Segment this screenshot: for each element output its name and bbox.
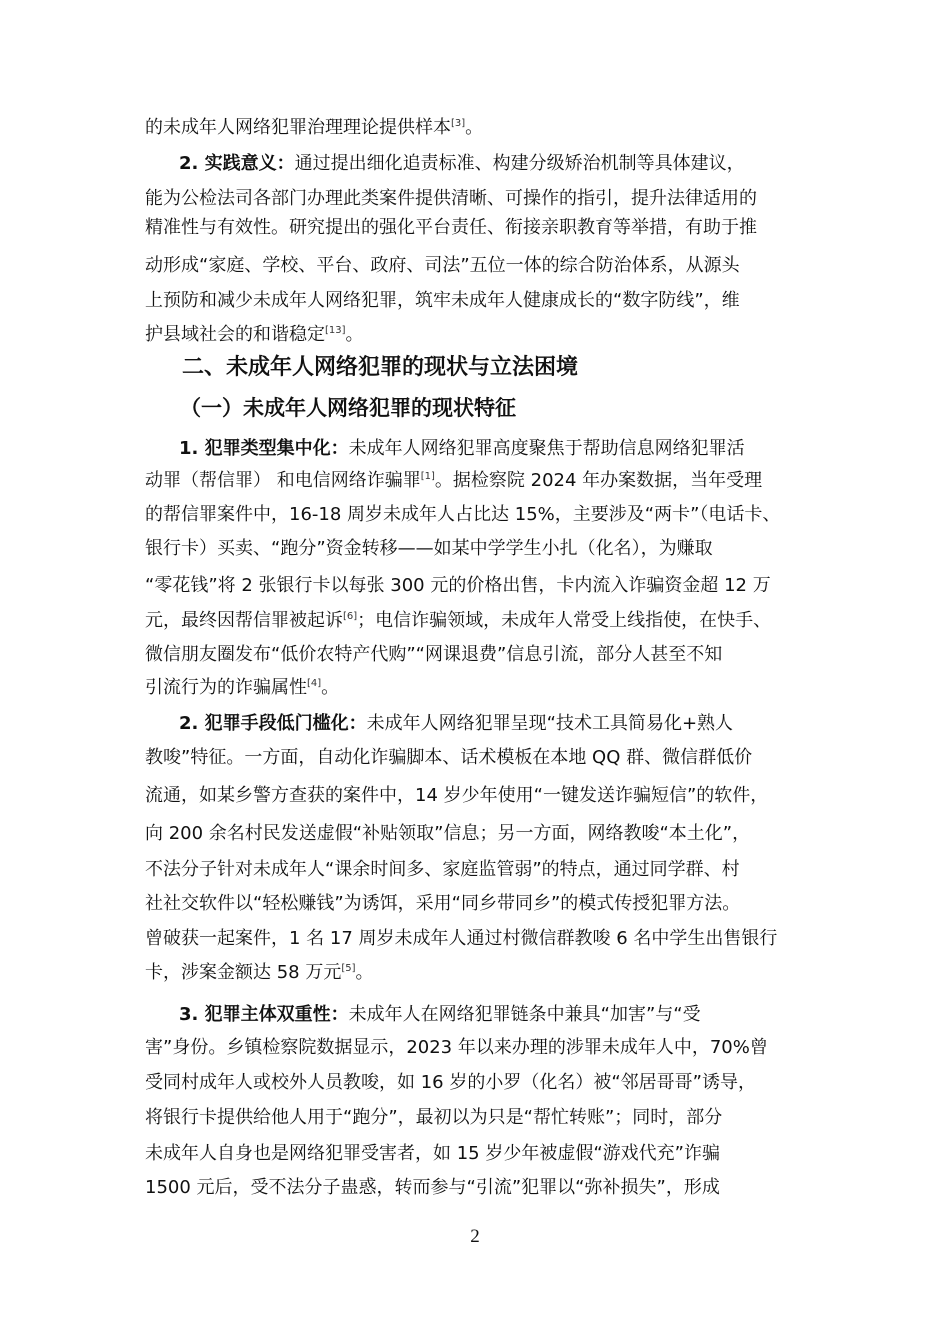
text-run: 未成年人自身也是网络犯罪受害者，如 15 岁少年被虚假“游戏代充”诈骗 — [145, 1143, 720, 1164]
text-run: 精准性与有效性。研究提出的强化平台责任、衔接亲职教育等举措，有助于推 — [145, 217, 757, 238]
text-run: 引流行为的诈骗属性 — [145, 677, 307, 698]
text-run: 受同村成年人或校外人员教唆，如 16 岁的小罗（化名）被“邻居哥哥”诱导， — [145, 1072, 756, 1093]
text-run: 未成年人网络犯罪呈现“技术工具简易化+熟人 — [366, 713, 734, 734]
text-run: 上预防和减少未成年人网络犯罪，筑牢未成年人健康成长的“数字防线”，维 — [145, 290, 740, 311]
text-run: 教唆”特征。一方面，自动化诈骗脚本、话术模板在本地 QQ 群、微信群低价 — [145, 747, 753, 768]
text-line — [145, 1173, 720, 1203]
text-line — [179, 434, 745, 464]
text-line — [145, 958, 374, 988]
text-run: 。 — [465, 117, 484, 138]
text-run: 。 — [355, 962, 374, 983]
text-run: 害”身份。乡镇检察院数据显示，2023 年以来办理的涉罪未成年人中，70%曾 — [145, 1037, 768, 1058]
page-number: 2 — [470, 1226, 480, 1247]
text-run: 护县域社会的和谐稳定 — [145, 324, 325, 345]
text-run: 。 — [345, 324, 364, 345]
text-run: 未成年人在网络犯罪链条中兼具“加害”与“受 — [348, 1004, 701, 1025]
text-run: 通过提出细化追责标准、构建分级矫治机制等具体建议， — [294, 153, 745, 174]
citation-ref: [4] — [307, 678, 322, 689]
text-line — [145, 1139, 720, 1169]
text-run: 流通，如某乡警方查获的案件中，14 岁少年使用“一键发送诈骗短信”的软件， — [145, 785, 769, 806]
text-run: 微信朋友圈发布“低价农特产代购”“网课退费”信息引流，部分人甚至不知 — [145, 644, 723, 665]
text-line — [145, 500, 780, 530]
text-line — [145, 889, 740, 919]
bold-label: 二、未成年人网络犯罪的现状与立法困境 — [182, 355, 579, 380]
text-line — [145, 320, 364, 350]
text-line — [145, 251, 740, 281]
text-run: 社社交软件以“轻松赚钱”为诱饵，采用“同乡带同乡”的模式传授犯罪方法。 — [145, 893, 741, 914]
text-line — [145, 924, 777, 954]
text-line — [145, 213, 757, 243]
text-line — [179, 149, 745, 179]
text-run: 动形成“家庭、学校、平台、政府、司法”五位一体的综合防治体系，从源头 — [145, 255, 740, 276]
text-line — [145, 1103, 722, 1133]
text-run: “零花钱”将 2 张银行卡以每张 300 元的价格出售，卡内流入诈骗资金超 12 万 — [145, 575, 771, 596]
citation-ref: [13] — [325, 325, 346, 336]
text-line — [145, 606, 771, 636]
text-line — [145, 184, 757, 214]
text-run: 元，最终因帮信罪被起诉 — [145, 610, 343, 631]
section-heading — [182, 353, 578, 383]
text-run: 。据检察院 2024 年办案数据，当年受理 — [434, 470, 763, 491]
text-run: ；电信诈骗领域，未成年人常受上线指使，在快手、 — [357, 610, 772, 631]
text-run: 卡，涉案金额达 58 万元 — [145, 962, 342, 983]
text-line — [179, 709, 733, 739]
text-line — [145, 466, 762, 496]
text-run: 。 — [321, 677, 340, 698]
text-run: 曾破获一起案件，1 名 17 周岁未成年人通过村微信群教唆 6 名中学生出售银行 — [145, 928, 778, 949]
bold-label: （一）未成年人网络犯罪的现状特征 — [180, 396, 516, 420]
text-line — [145, 855, 740, 885]
citation-ref: [6] — [343, 611, 358, 622]
text-line — [145, 286, 740, 316]
text-line — [145, 819, 750, 849]
text-line — [145, 1033, 768, 1063]
text-run: 未成年人网络犯罪高度聚焦于帮助信息网络犯罪活 — [348, 438, 745, 459]
citation-ref: [5] — [341, 963, 356, 974]
text-line — [145, 673, 339, 703]
citation-ref: [3] — [451, 118, 466, 129]
bold-label: 1. 犯罪类型集中化： — [179, 438, 349, 459]
bold-label: 2. 实践意义： — [179, 153, 295, 174]
text-line — [145, 534, 713, 564]
bold-label: 2. 犯罪手段低门槛化： — [179, 713, 367, 734]
text-run: 的帮信罪案件中，16-18 周岁未成年人占比达 15%，主要涉及“两卡”（电话卡、 — [145, 504, 781, 525]
text-line — [179, 1000, 701, 1030]
text-run: 向 200 余名村民发送虚假“补贴领取”信息；另一方面，网络教唆“本土化”， — [145, 823, 751, 844]
text-run: 银行卡）买卖、“跑分”资金转移——如某中学学生小扎（化名），为赚取 — [145, 538, 713, 559]
text-run: 的未成年人网络犯罪治理理论提供样本 — [145, 117, 451, 138]
text-run: 将银行卡提供给他人用于“跑分”，最初以为只是“帮忙转账”；同时，部分 — [145, 1107, 723, 1128]
text-line — [145, 113, 483, 143]
text-line — [145, 1068, 756, 1098]
text-line — [145, 640, 722, 670]
text-line — [145, 571, 771, 601]
citation-ref: [1] — [420, 471, 435, 482]
text-line — [145, 743, 752, 773]
text-run: 不法分子针对未成年人“课余时间多、家庭监管弱”的特点，通过同学群、村 — [145, 859, 740, 880]
bold-label: 3. 犯罪主体双重性： — [179, 1004, 349, 1025]
text-run: 动罪（帮信罪） 和电信网络诈骗罪 — [145, 470, 421, 491]
text-run: 1500 元后，受不法分子蛊惑，转而参与“引流”犯罪以“弥补损失”，形成 — [145, 1177, 720, 1198]
text-run: 能为公检法司各部门办理此类案件提供清晰、可操作的指引，提升法律适用的 — [145, 188, 757, 209]
subsection-heading — [180, 393, 516, 423]
text-line — [145, 781, 768, 811]
